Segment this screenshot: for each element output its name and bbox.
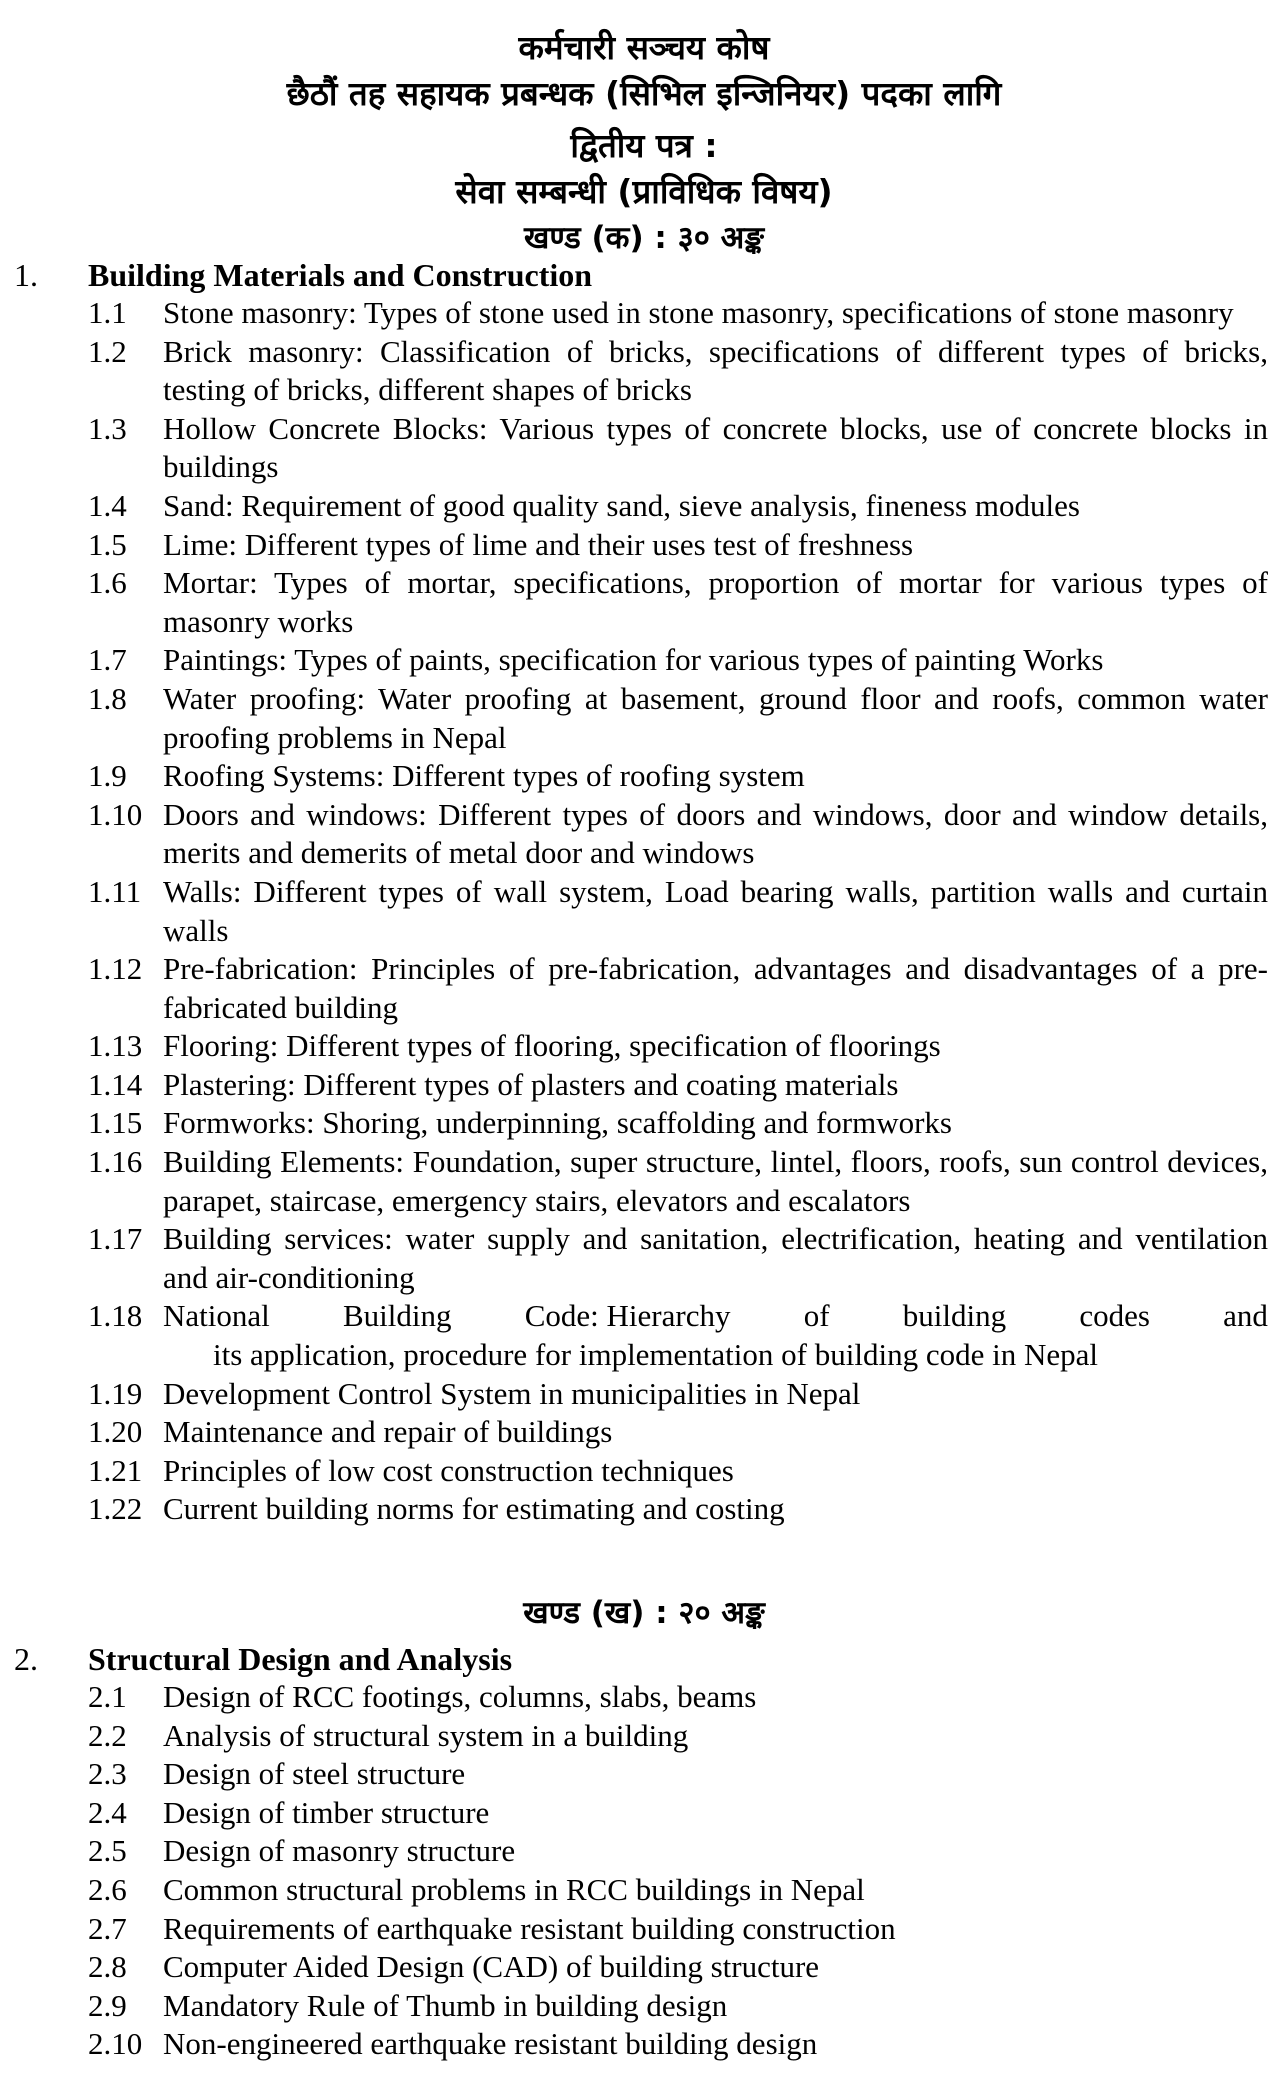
- item-number: 1.22: [88, 1491, 143, 1527]
- item-number: 1.12: [88, 951, 143, 987]
- section-2-number: 2.: [14, 1641, 38, 1677]
- item-text: Mortar: Types of mortar, specifications, proportion of mortar for various types of masonry works: [163, 565, 1268, 639]
- item-text: Lime: Different types of lime and their uses test of freshness: [163, 526, 914, 562]
- item-continuation: its application, procedure for implementation of building code in Nepal: [213, 1337, 1098, 1373]
- list-item: [0, 1794, 1288, 1833]
- item-text: Current building norms for estimating and costing: [163, 1491, 785, 1527]
- list-item: [0, 2025, 1288, 2064]
- item-number: 1.6: [88, 565, 127, 601]
- item-text: Formworks: Shoring, underpinning, scaffolding and formworks: [163, 1105, 952, 1141]
- item-text: Building Elements: Foundation, super structure, lintel, floors, roofs, sun control devices, parapet, staircase, emergency stairs, elevators and escalators: [163, 1144, 1268, 1218]
- list-item: [0, 1832, 1288, 1871]
- item-number: 1.5: [88, 526, 127, 562]
- item-number: 2.5: [88, 1833, 127, 1869]
- item-text: Flooring: Different types of flooring, specification of floorings: [163, 1028, 941, 1064]
- section-1: [0, 256, 1288, 1529]
- list-item: [0, 1143, 1288, 1220]
- item-text: Water proofing: Water proofing at basement, ground floor and roofs, common water proofing problems in Nepal: [163, 680, 1268, 755]
- section-1-number: 1.: [14, 257, 38, 293]
- item-text: Development Control System in municipalities in Nepal: [163, 1375, 861, 1411]
- item-number: 1.15: [88, 1105, 143, 1141]
- list-item: [0, 641, 1288, 680]
- item-text: Stone masonry: Types of stone used in stone masonry, specifications of stone masonry: [163, 295, 1234, 330]
- list-item: [0, 526, 1288, 565]
- item-word: codes: [1079, 1298, 1150, 1334]
- item-number: 1.7: [88, 642, 127, 678]
- list-item: [0, 1948, 1288, 1987]
- list-item: [0, 1220, 1288, 1297]
- item-number: 1.8: [88, 680, 127, 716]
- section-2-heading: [0, 1640, 1288, 1678]
- list-item: [0, 873, 1288, 950]
- item-number: 1.1: [88, 295, 127, 330]
- list-item: [0, 950, 1288, 1027]
- list-item: [0, 487, 1288, 526]
- item-text: Plastering: Different types of plasters and coating materials: [163, 1066, 899, 1102]
- item-number: 1.17: [88, 1221, 143, 1257]
- item-text: Sand: Requirement of good quality sand, sieve analysis, fineness modules: [163, 487, 1080, 523]
- item-number: 1.19: [88, 1375, 143, 1411]
- khanda-kha-marks: खण्ड (ख) : २० अङ्क: [523, 1595, 765, 1631]
- post-title: छैठौं तह सहायक प्रबन्धक (सिभिल इन्जिनियर) पदका लागि: [286, 74, 1002, 113]
- item-number: 2.3: [88, 1756, 127, 1792]
- paper-number: द्वितीय पत्र :: [570, 126, 718, 165]
- item-number: 2.10: [88, 2026, 143, 2062]
- section-1-heading: [0, 256, 1288, 294]
- item-text: Doors and windows: Different types of doors and windows, door and window details, merits and demerits of metal door and windows: [163, 796, 1268, 871]
- item-text: Hollow Concrete Blocks: Various types of concrete blocks, use of concrete blocks in buildings: [163, 410, 1268, 485]
- list-item: [0, 1755, 1288, 1794]
- list-item: [0, 1987, 1288, 2026]
- item-number: 2.6: [88, 1871, 127, 1907]
- item-text: Brick masonry: Classification of bricks, specifications of different types of bricks, testing of bricks, different shapes of bricks: [163, 333, 1268, 408]
- item-text: Analysis of structural system in a building: [163, 1717, 689, 1753]
- list-item: [0, 564, 1288, 641]
- item-number: 1.10: [88, 796, 143, 832]
- section-2-title: Structural Design and Analysis: [88, 1641, 513, 1677]
- item-text: [163, 1297, 1268, 1374]
- item-word: and: [1223, 1298, 1268, 1334]
- item-text: Computer Aided Design (CAD) of building structure: [163, 1949, 820, 1985]
- list-item: [0, 1297, 1288, 1374]
- list-item: [0, 333, 1288, 410]
- item-word: building: [902, 1298, 1007, 1334]
- list-item: [0, 1027, 1288, 1066]
- section-1-title: Building Materials and Construction: [88, 257, 593, 293]
- list-item: [0, 294, 1288, 333]
- item-number: 1.20: [88, 1414, 143, 1450]
- item-number: 1.16: [88, 1144, 143, 1180]
- item-text: Pre-fabrication: Principles of pre-fabrication, advantages and disadvantages of a pre-fabricated building: [163, 951, 1268, 1025]
- item-number: 2.2: [88, 1717, 127, 1753]
- list-item: [0, 1490, 1288, 1529]
- item-text: Roofing Systems: Different types of roofing system: [163, 758, 805, 794]
- item-number: 2.8: [88, 1949, 127, 1985]
- khanda-ka-marks: खण्ड (क) : ३० अङ्क: [524, 220, 764, 256]
- item-text: Walls: Different types of wall system, Load bearing walls, partition walls and curtain walls: [163, 873, 1268, 948]
- item-text: Design of RCC footings, columns, slabs, beams: [163, 1679, 757, 1714]
- list-item: [0, 1104, 1288, 1143]
- item-text: Building services: water supply and sanitation, electrification, heating and ventilation and air-conditioning: [163, 1221, 1268, 1295]
- item-text: Mandatory Rule of Thumb in building design: [163, 1987, 728, 2023]
- list-item: [0, 1717, 1288, 1756]
- paper-subject: सेवा सम्बन्धी (प्राविधिक विषय): [455, 172, 833, 211]
- list-item: [0, 1452, 1288, 1491]
- list-item: [0, 410, 1288, 487]
- item-text: Non-engineered earthquake resistant building design: [163, 2026, 818, 2062]
- item-word: Code: Hierarchy: [524, 1298, 731, 1334]
- item-number: 1.3: [88, 410, 127, 446]
- item-text: Requirements of earthquake resistant building construction: [163, 1910, 896, 1946]
- item-number: 1.14: [88, 1066, 143, 1102]
- item-text: Design of steel structure: [163, 1756, 466, 1792]
- list-item: [0, 796, 1288, 873]
- item-text: Design of masonry structure: [163, 1833, 516, 1869]
- item-word: National: [163, 1298, 270, 1334]
- list-item: [0, 757, 1288, 796]
- list-item: [0, 1066, 1288, 1105]
- item-text: Common structural problems in RCC buildings in Nepal: [163, 1871, 865, 1907]
- item-number: 1.9: [88, 758, 127, 794]
- list-item: [0, 680, 1288, 757]
- item-number: 1.18: [88, 1298, 143, 1334]
- item-text: Design of timber structure: [163, 1794, 490, 1830]
- item-text: Paintings: Types of paints, specification for various types of painting Works: [163, 642, 1104, 678]
- item-number: 1.2: [88, 333, 127, 369]
- item-number: 1.11: [88, 873, 142, 909]
- item-word: of: [803, 1298, 830, 1334]
- item-number: 1.4: [88, 487, 127, 523]
- item-number: 2.7: [88, 1910, 127, 1946]
- list-item: [0, 1678, 1288, 1717]
- list-item: [0, 1413, 1288, 1452]
- item-text: Maintenance and repair of buildings: [163, 1414, 613, 1450]
- section-2: [0, 1640, 1288, 2064]
- list-item: [0, 1871, 1288, 1910]
- item-number: 2.4: [88, 1794, 127, 1830]
- item-number: 1.13: [88, 1028, 143, 1064]
- item-number: 1.21: [88, 1452, 143, 1488]
- list-item: [0, 1375, 1288, 1414]
- organization-title: कर्मचारी सञ्चय कोष: [518, 28, 770, 67]
- item-word: Building: [342, 1298, 452, 1334]
- item-number: 2.9: [88, 1987, 127, 2023]
- item-number: 2.1: [88, 1679, 127, 1714]
- list-item: [0, 1910, 1288, 1949]
- item-text: Principles of low cost construction techniques: [163, 1452, 734, 1488]
